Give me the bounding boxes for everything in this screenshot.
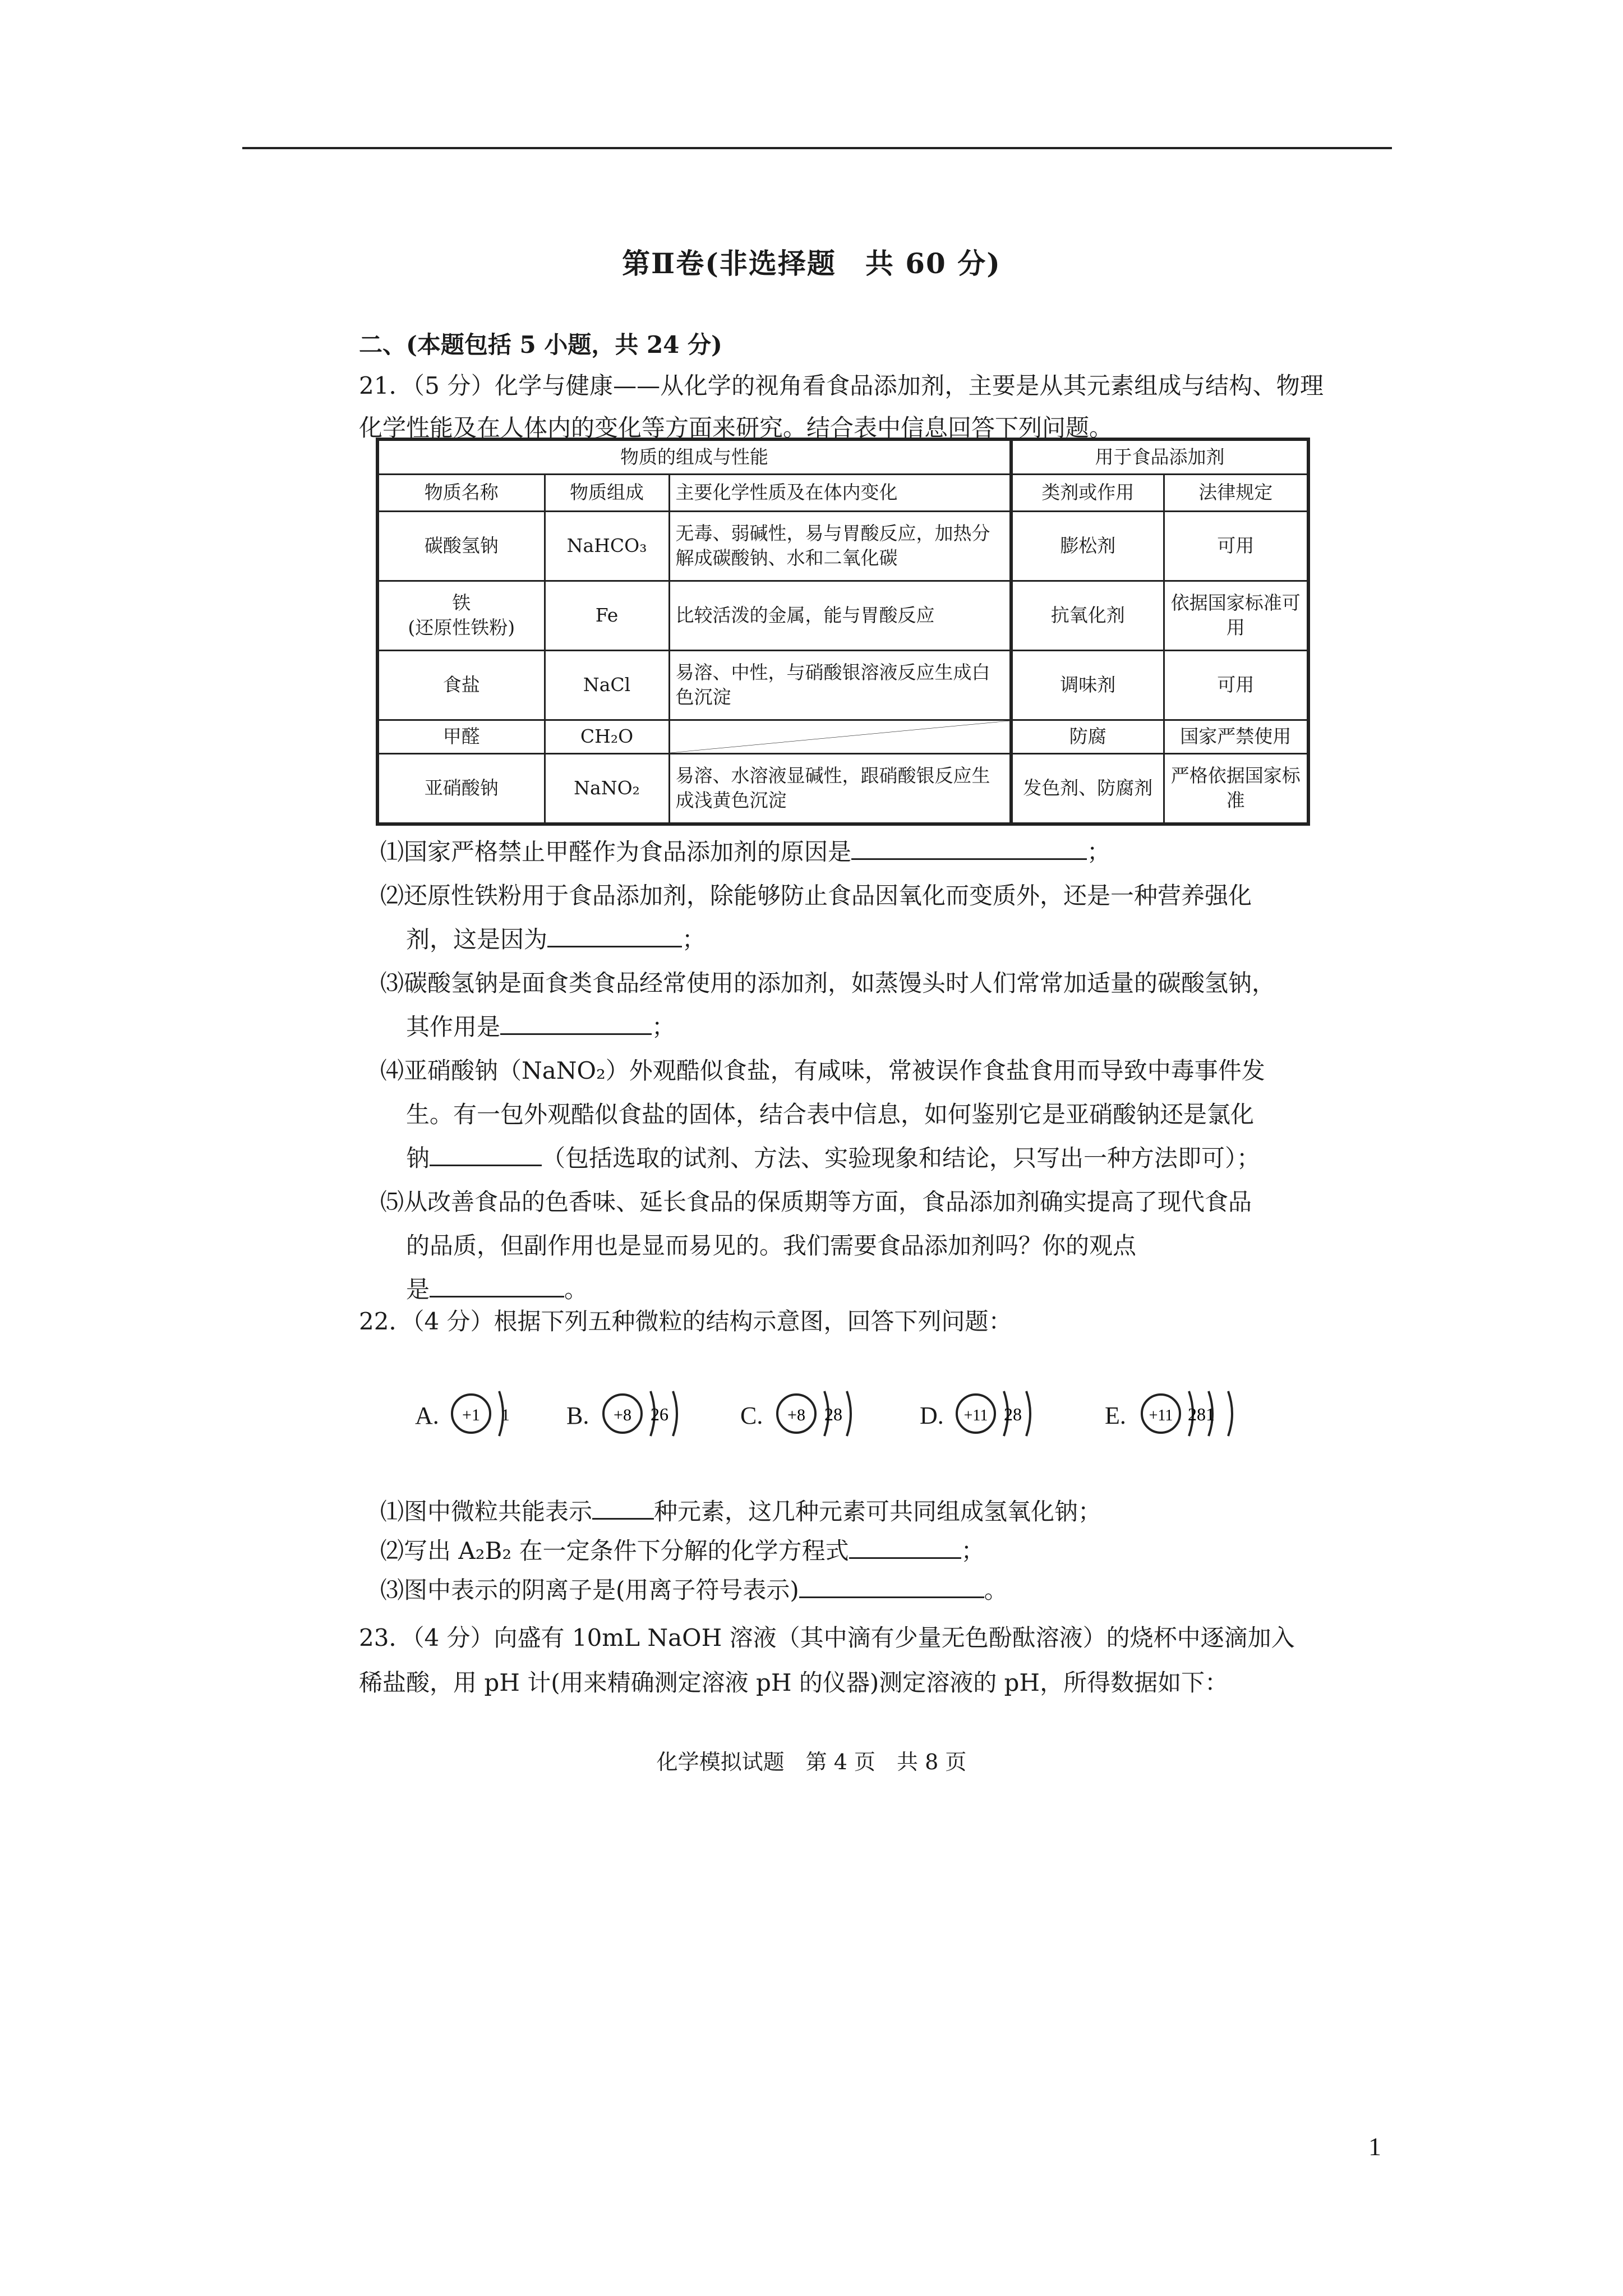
atom-diagram-icon	[566, 1369, 712, 1458]
cell-name: 食盐	[377, 650, 545, 720]
shell-electrons: 28	[824, 1404, 842, 1424]
atom-diagram-icon	[415, 1369, 538, 1458]
cell-name	[377, 581, 545, 650]
table-header: 主要化学性质及在体内变化	[669, 474, 1011, 511]
particle-c	[740, 1369, 886, 1458]
cell-use: 抗氧化剂	[1011, 581, 1164, 650]
q22-intro: 22．（4 分）根据下列五种微粒的结构示意图，回答下列问题：	[359, 1308, 1012, 1335]
sub4-line1: ⑷亚硝酸钠（NaNO₂）外观酷似食盐，有咸味，常被误作食盐食用而导致中毒事件发	[380, 1057, 1265, 1084]
particle-letter: C.	[740, 1402, 763, 1429]
q23-text	[359, 1616, 1324, 1705]
table-header: 法律规定	[1164, 474, 1308, 511]
cell-formula: CH₂O	[545, 720, 669, 753]
page-number: 1	[1368, 2132, 1381, 2161]
answer-blank[interactable]	[430, 1276, 564, 1297]
q22-sub2-text: ⑵写出 A₂B₂ 在一定条件下分解的化学方程式	[380, 1537, 849, 1565]
q23-line2: 稀盐酸，用 pH 计(用来精确测定溶液 pH 的仪器)测定溶液的 pH，所得数据如下：	[359, 1669, 1229, 1696]
q22-sub2-end: ；	[961, 1537, 985, 1565]
sub5-line2: 的品质，但副作用也是显而易见的。我们需要食品添加剂吗？你的观点	[406, 1232, 1137, 1259]
particle-letter: A.	[415, 1402, 439, 1429]
sub4-line3-rest: （包括选取的试剂、方法、实验现象和结论，只写出一种方法即可）；	[542, 1144, 1261, 1172]
q21-sub1	[380, 830, 1328, 874]
table-row	[377, 650, 1308, 720]
table-group-left: 物质的组成与性能	[377, 439, 1011, 474]
cell-formula: NaNO₂	[545, 753, 669, 824]
table-row	[377, 581, 1308, 650]
cell-use: 防腐	[1011, 720, 1164, 753]
atom-diagram-icon	[920, 1369, 1066, 1458]
q22-sub3-end: 。	[984, 1576, 1008, 1604]
cell-name: 亚硝酸钠	[377, 753, 545, 824]
answer-blank[interactable]	[547, 926, 682, 947]
top-rule	[242, 147, 1392, 149]
sub4-line3: 钠	[406, 1144, 430, 1172]
cell-property: 比较活泼的金属，能与胃酸反应	[669, 581, 1011, 650]
cell-law: 依据国家标准可用	[1164, 581, 1308, 650]
sub5-end: 。	[564, 1276, 588, 1303]
q21-sub5	[380, 1180, 1328, 1312]
nucleus-charge: +8	[787, 1406, 805, 1424]
cell-property-empty	[669, 720, 1011, 753]
particle-a	[415, 1369, 538, 1458]
particle-e	[1105, 1369, 1256, 1458]
answer-blank[interactable]	[799, 1576, 984, 1598]
cell-name-sub: (还原性铁粉)	[408, 616, 515, 638]
atom-diagram-icon	[740, 1369, 886, 1458]
sub2-end: ；	[682, 926, 706, 953]
particle-letter: E.	[1105, 1402, 1126, 1429]
table-group-right: 用于食品添加剂	[1011, 439, 1308, 474]
page-footer: 化学模拟试题 第 4 页 共 8 页	[656, 1750, 967, 1774]
cell-use: 调味剂	[1011, 650, 1164, 720]
table-row	[377, 753, 1308, 824]
diagonal-line	[670, 721, 1010, 753]
nucleus-charge: +8	[614, 1406, 631, 1424]
sub2-line2: 剂，这是因为	[406, 926, 548, 953]
additive-table	[376, 438, 1310, 826]
q21-intro: 21．（5 分）化学与健康——从化学的视角看食品添加剂，主要是从其元素组成与结构、物理化学性能及在人体内的变化等方面来研究。结合表中信息回答下列问题。	[359, 372, 1324, 441]
cell-property: 易溶、中性，与硝酸银溶液反应生成白色沉淀	[669, 650, 1011, 720]
particle-letter: D.	[920, 1402, 944, 1429]
shell-electrons: 1	[501, 1406, 510, 1424]
sub1-text: ⑴国家严格禁止甲醛作为食品添加剂的原因是	[380, 838, 852, 866]
q21-sub3	[380, 961, 1328, 1049]
cell-law: 国家严禁使用	[1164, 720, 1308, 753]
shell-electrons: 281	[1188, 1404, 1215, 1424]
nucleus-charge: +11	[963, 1407, 988, 1424]
shell-electrons: 26	[651, 1404, 668, 1424]
particle-letter: B.	[566, 1402, 589, 1429]
sub1-end: ；	[1087, 838, 1111, 866]
table-header: 物质名称	[377, 474, 545, 511]
sub3-end: ；	[652, 1013, 676, 1041]
table-row	[377, 511, 1308, 581]
table-header: 物质组成	[545, 474, 669, 511]
cell-use: 发色剂、防腐剂	[1011, 753, 1164, 824]
cell-law: 可用	[1164, 650, 1308, 720]
cell-name-main: 铁	[452, 592, 471, 614]
cell-property: 易溶、水溶液显碱性，跟硝酸银反应生成浅黄色沉淀	[669, 753, 1011, 824]
atom-diagram-icon	[1105, 1369, 1256, 1458]
q22-sub1-rest: 种元素，这几种元素可共同组成氢氧化钠；	[654, 1498, 1102, 1525]
q22-sub2	[380, 1531, 1328, 1571]
table-row	[377, 720, 1308, 753]
answer-blank[interactable]	[851, 838, 1087, 860]
sub3-line2: 其作用是	[406, 1013, 501, 1041]
sub3-line1: ⑶碳酸氢钠是面食类食品经常使用的添加剂，如蒸馒头时人们常常加适量的碳酸氢钠，	[380, 969, 1276, 997]
q22-sub1-text: ⑴图中微粒共能表示	[380, 1498, 593, 1525]
cell-formula: Fe	[545, 581, 669, 650]
cell-use: 膨松剂	[1011, 511, 1164, 581]
table-header: 类剂或作用	[1011, 474, 1164, 511]
cell-name: 碳酸氢钠	[377, 511, 545, 581]
particle-diagrams	[415, 1369, 1256, 1458]
cell-formula: NaCl	[545, 650, 669, 720]
sub4-line2: 生。有一包外观酷似食盐的固体，结合表中信息，如何鉴别它是亚硝酸钠还是氯化	[406, 1101, 1255, 1128]
cell-formula: NaHCO₃	[545, 511, 669, 581]
q23-line1: 23．（4 分）向盛有 10mL NaOH 溶液（其中滴有少量无色酚酞溶液）的烧杯中逐滴加入	[359, 1624, 1295, 1651]
answer-blank[interactable]	[849, 1537, 961, 1559]
q22-sub3-text: ⑶图中表示的阴离子是(用离子符号表示)	[380, 1576, 799, 1604]
particle-b	[566, 1369, 712, 1458]
cell-property: 无毒、弱碱性，易与胃酸反应，加热分解成碳酸钠、水和二氧化碳	[669, 511, 1011, 581]
nucleus-charge: +11	[1149, 1407, 1173, 1424]
q22-sub3	[380, 1571, 1328, 1610]
q21-sub4	[380, 1049, 1328, 1180]
sub5-line1: ⑸从改善食品的色香味、延长食品的保质期等方面，食品添加剂确实提高了现代食品	[380, 1188, 1252, 1216]
shell-electrons: 28	[1004, 1404, 1022, 1424]
page-title: 第Ⅱ卷(非选择题 共 60 分)	[622, 247, 1001, 280]
q22-sub1	[380, 1492, 1328, 1531]
answer-blank[interactable]	[500, 1013, 652, 1035]
cell-law: 严格依据国家标准	[1164, 753, 1308, 824]
sub5-line3: 是	[406, 1276, 430, 1303]
particle-d	[920, 1369, 1066, 1458]
answer-blank[interactable]	[592, 1498, 654, 1520]
cell-law: 可用	[1164, 511, 1308, 581]
section-heading: 二、(本题包括 5 小题，共 24 分)	[359, 331, 722, 358]
nucleus-charge: +1	[462, 1406, 480, 1424]
answer-blank[interactable]	[430, 1144, 542, 1166]
q21-sub2	[380, 874, 1328, 961]
cell-name: 甲醛	[377, 720, 545, 753]
sub2-line1: ⑵还原性铁粉用于食品添加剂，除能够防止食品因氧化而变质外，还是一种营养强化	[380, 882, 1252, 909]
